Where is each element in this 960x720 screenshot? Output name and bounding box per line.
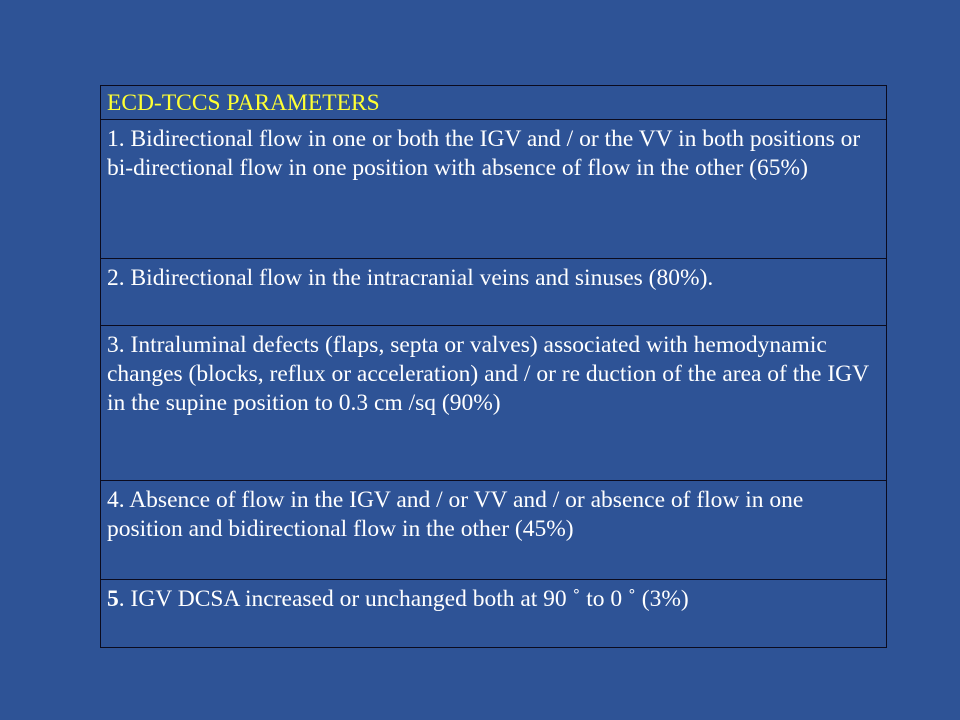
parameter-5-text: . IGV DCSA increased or unchanged both at 90 ˚ to 0 ˚ (3%)	[118, 586, 689, 612]
parameters-table	[100, 85, 887, 648]
table-row	[101, 326, 887, 481]
parameter-2: 2. Bidirectional flow in the intracranial veins and sinuses (80%).	[101, 259, 887, 326]
parameter-1: 1. Bidirectional flow in one or both the IGV and / or the VV in both positions or bi-directional flow in one position with absence of flow in the other (65%)	[101, 120, 887, 259]
table-row	[101, 580, 887, 648]
table-row	[101, 481, 887, 580]
parameter-5-number: 5	[107, 586, 119, 612]
parameter-5	[101, 580, 887, 648]
table-row	[101, 259, 887, 326]
table-header: ECD-TCCS PARAMETERS	[101, 86, 887, 120]
table-row	[101, 120, 887, 259]
table-header-row	[101, 86, 887, 120]
parameter-3: 3. Intraluminal defects (flaps, septa or valves) associated with hemodynamic changes (blocks, reflux or acceleration) and / or re duction of the area of the IGV in the supine position to 0.3 cm /sq (90%)	[101, 326, 887, 481]
parameter-4: 4. Absence of flow in the IGV and / or VV and / or absence of flow in one position and bidirectional flow in the other (45%)	[101, 481, 887, 580]
